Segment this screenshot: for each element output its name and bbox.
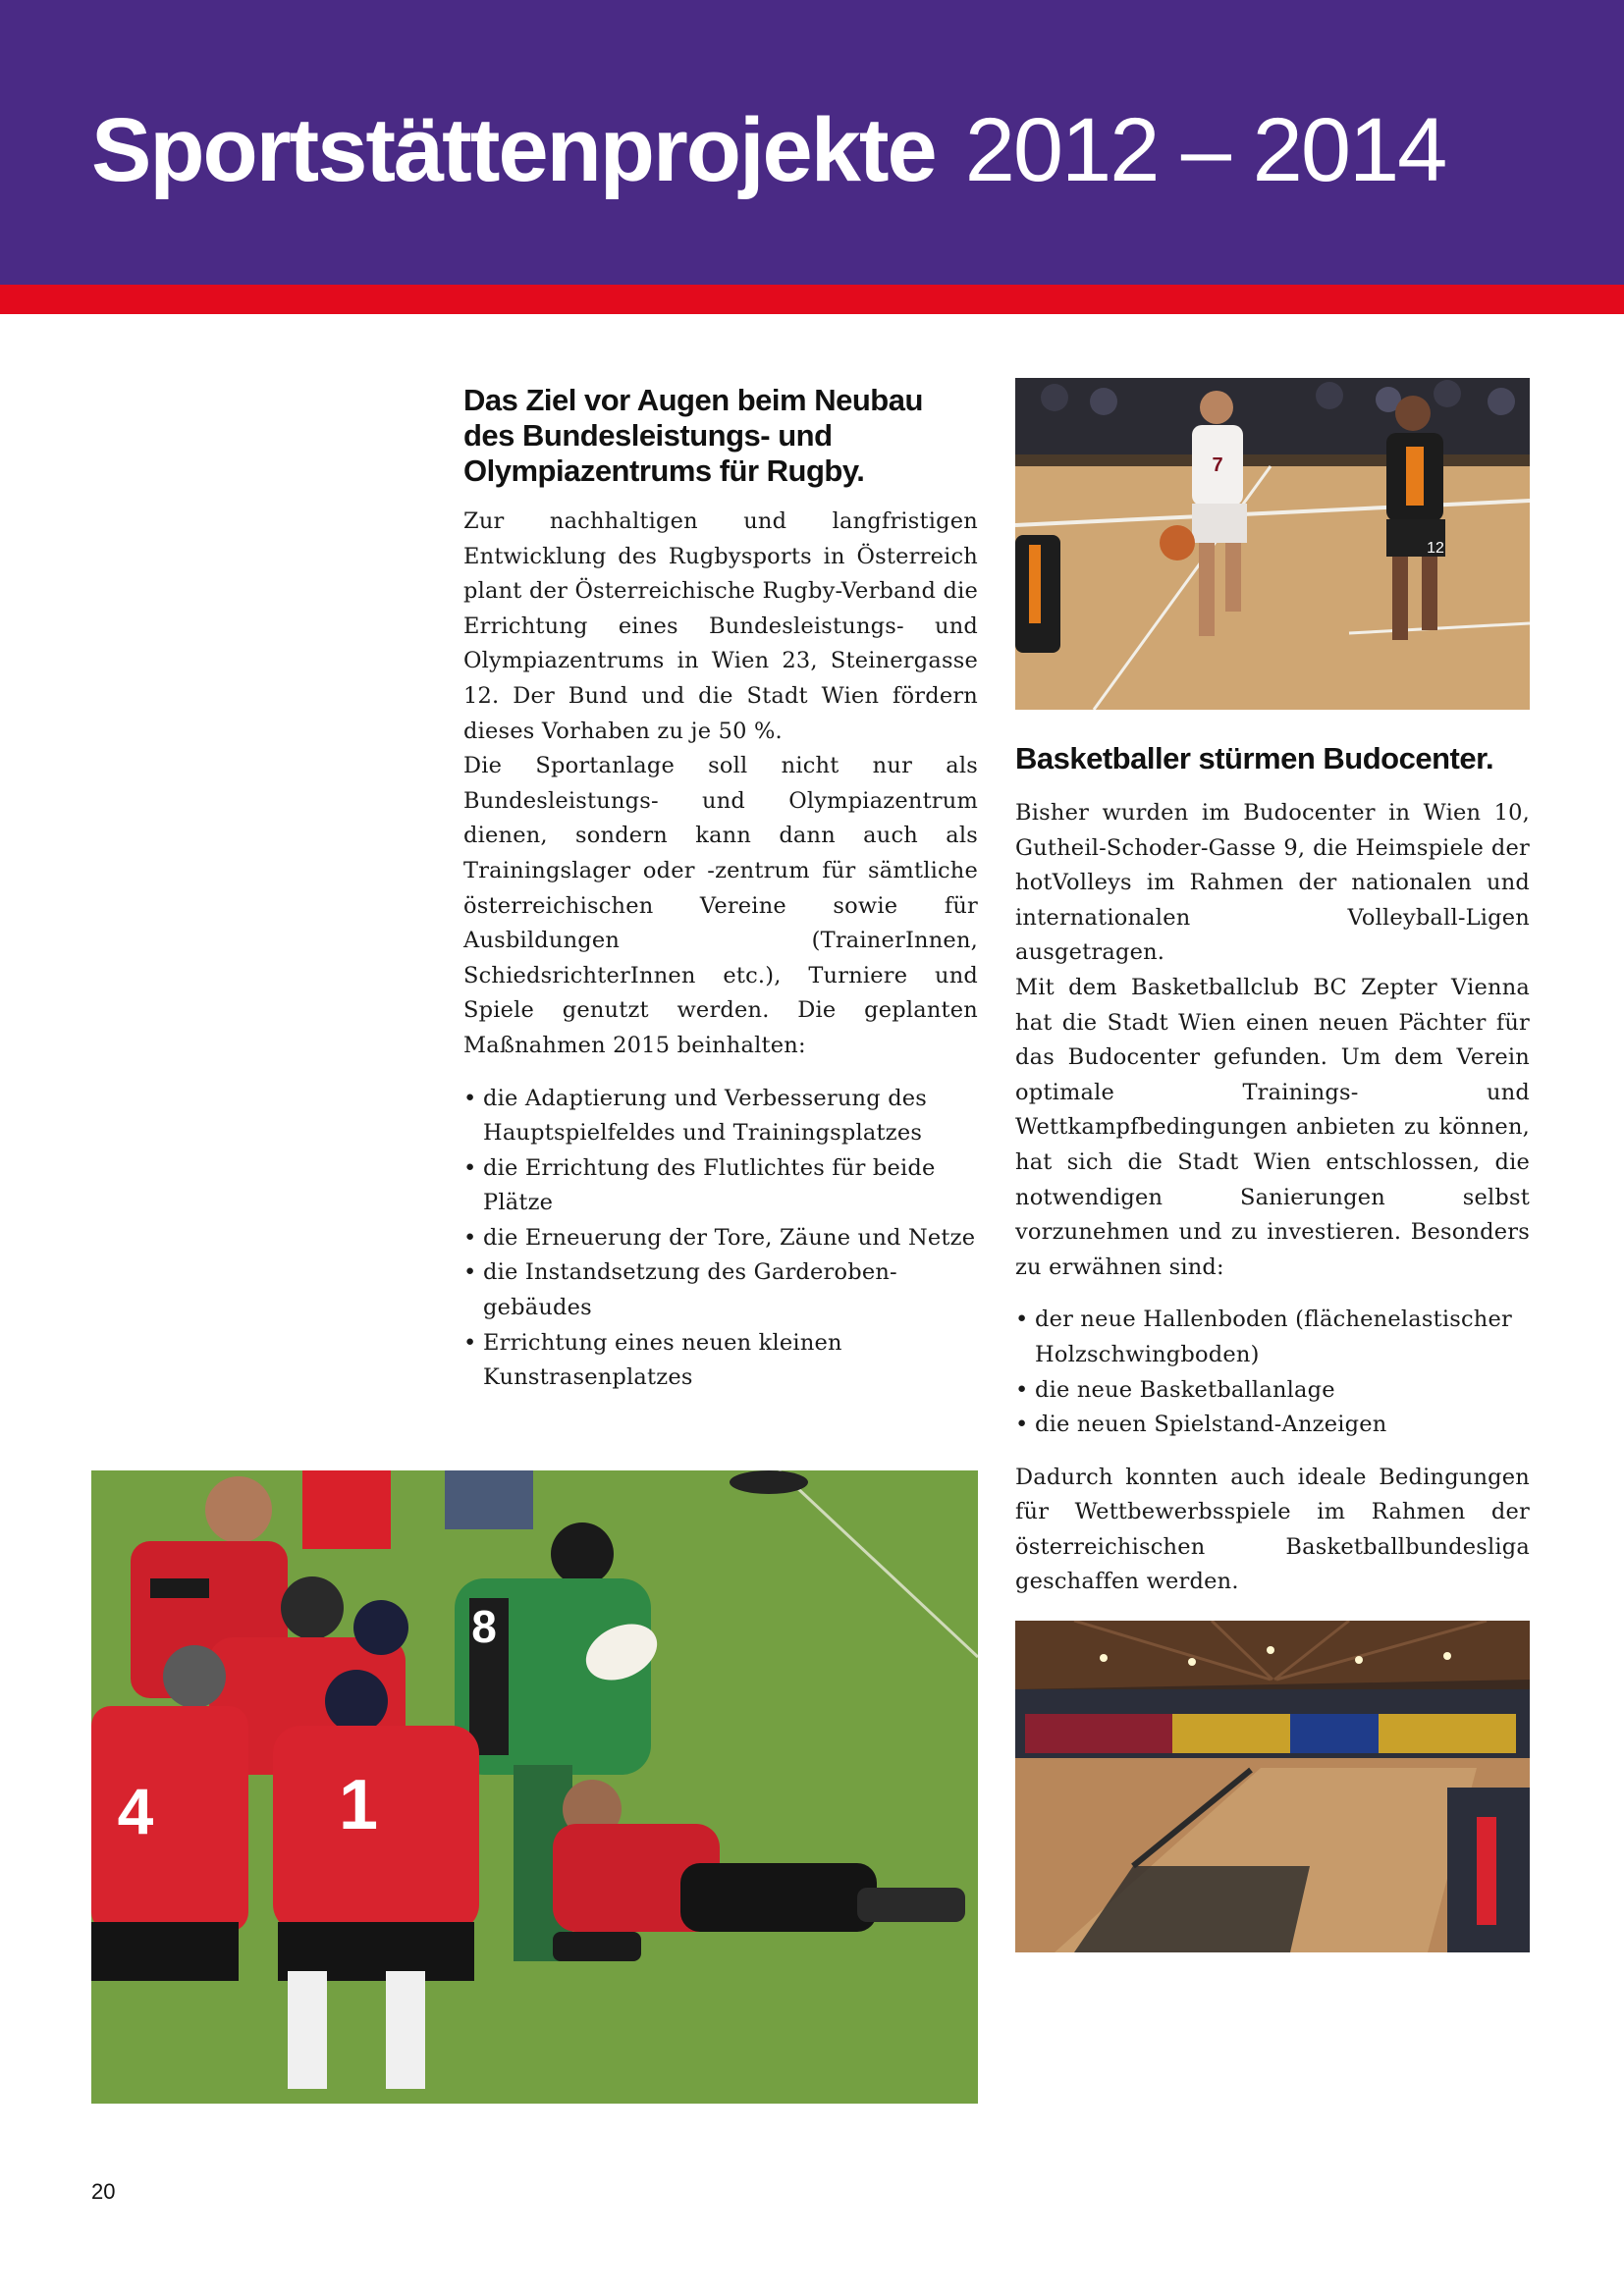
list-item: • die Erneuerung der Tore, Zäune und Netze [463, 1221, 978, 1256]
rugby-jersey-number: 8 [471, 1601, 497, 1652]
basketball-features-list [1015, 1303, 1530, 1442]
list-item: • die neuen Spielstand-Anzeigen [1015, 1408, 1530, 1443]
basketball-article [1015, 741, 1530, 1600]
list-item: • die Adaptierung und Verbesserung des Hauptspielfeldes und Trainingsplatzes [463, 1082, 978, 1151]
basketball-jersey-number: 7 [1212, 454, 1223, 476]
basketball-game-photo [1015, 378, 1530, 710]
list-item: • die neue Basketballanlage [1015, 1373, 1530, 1409]
rugby-jersey-number: 4 [117, 1775, 154, 1847]
list-item: • der neue Hallenboden (flächenelastischer Holzschwingboden) [1015, 1303, 1530, 1372]
page-title-years: 2012 – 2014 [964, 100, 1446, 200]
list-item: • Errichtung eines neuen kleinen Kunstrasenplatzes [463, 1326, 978, 1396]
rugby-paragraph-1: Zur nachhaltigen und langfristigen Entwicklung des Rugbysports in Österreich plant der Österreichische Rugby-Verband die Errichtung eines Bundesleistungs- und Olympiazentrums in Wien 23, Steinergasse 12. Der Bund und die Stadt Wien fördern dieses Vorhaben zu je 50 %. [463, 508, 978, 744]
rugby-paragraph-2: Die Sportanlage soll nicht nur als Bundesleistungs- und Olympiazentrum dienen, sondern kann dann auch als Trainingslager oder -zentrum für sämtliche österreichischen Vereine sowie für Ausbildungen (TrainerInnen, SchiedsrichterInnen etc.), Turniere und Spiele genutzt werden. Die geplanten Maßnahmen 2015 beinhalten: [463, 753, 978, 1058]
list-item: • die Errichtung des Flutlichtes für beide Plätze [463, 1151, 978, 1221]
rugby-article [463, 383, 978, 1396]
basketball-paragraph-2: Mit dem Basketballclub BC Zepter Vienna hat die Stadt Wien einen neuen Pächter für das Budocenter gefunden. Um dem Verein optimale Trainings- und Wettkampfbedingungen anbieten zu können, hat sich die Stadt Wien entschlossen, die notwendigen Sanierungen selbst vorzunehmen und zu investieren. Besonders zu erwähnen sind: [1015, 974, 1530, 1280]
basketball-heading: Basketballer stürmen Budocenter. [1015, 741, 1494, 775]
rugby-heading: Das Ziel vor Augen beim Neubau des Bundesleistungs- und Olympiazentrums für Rugby. [463, 383, 923, 488]
rugby-measures-list [463, 1082, 978, 1396]
budocenter-hall-photo [1015, 1621, 1530, 1952]
list-item: • die Instandsetzung des Garderobengebäudes [463, 1255, 978, 1325]
basketball-paragraph-3: Dadurch konnten auch ideale Bedingungen für Wettbewerbsspiele im Rahmen der österreichischen Basketballbundesliga geschaffen werden. [1015, 1464, 1530, 1595]
page-title-main: Sportstättenprojekte [91, 100, 936, 200]
basketball-jersey-number: 12 [1427, 540, 1444, 557]
rugby-match-photo [91, 1470, 978, 2104]
page-title [91, 96, 1445, 204]
basketball-paragraph-1: Bisher wurden im Budocenter in Wien 10, Gutheil-Schoder-Gasse 9, die Heimspiele der hotVolleys im Rahmen der nationalen und internationalen Volleyball-Ligen ausgetragen. [1015, 800, 1530, 966]
rugby-jersey-number: 1 [338, 1766, 379, 1844]
page-number: 20 [91, 2179, 116, 2204]
header-band [0, 0, 1624, 285]
header-red-stripe [0, 285, 1624, 314]
